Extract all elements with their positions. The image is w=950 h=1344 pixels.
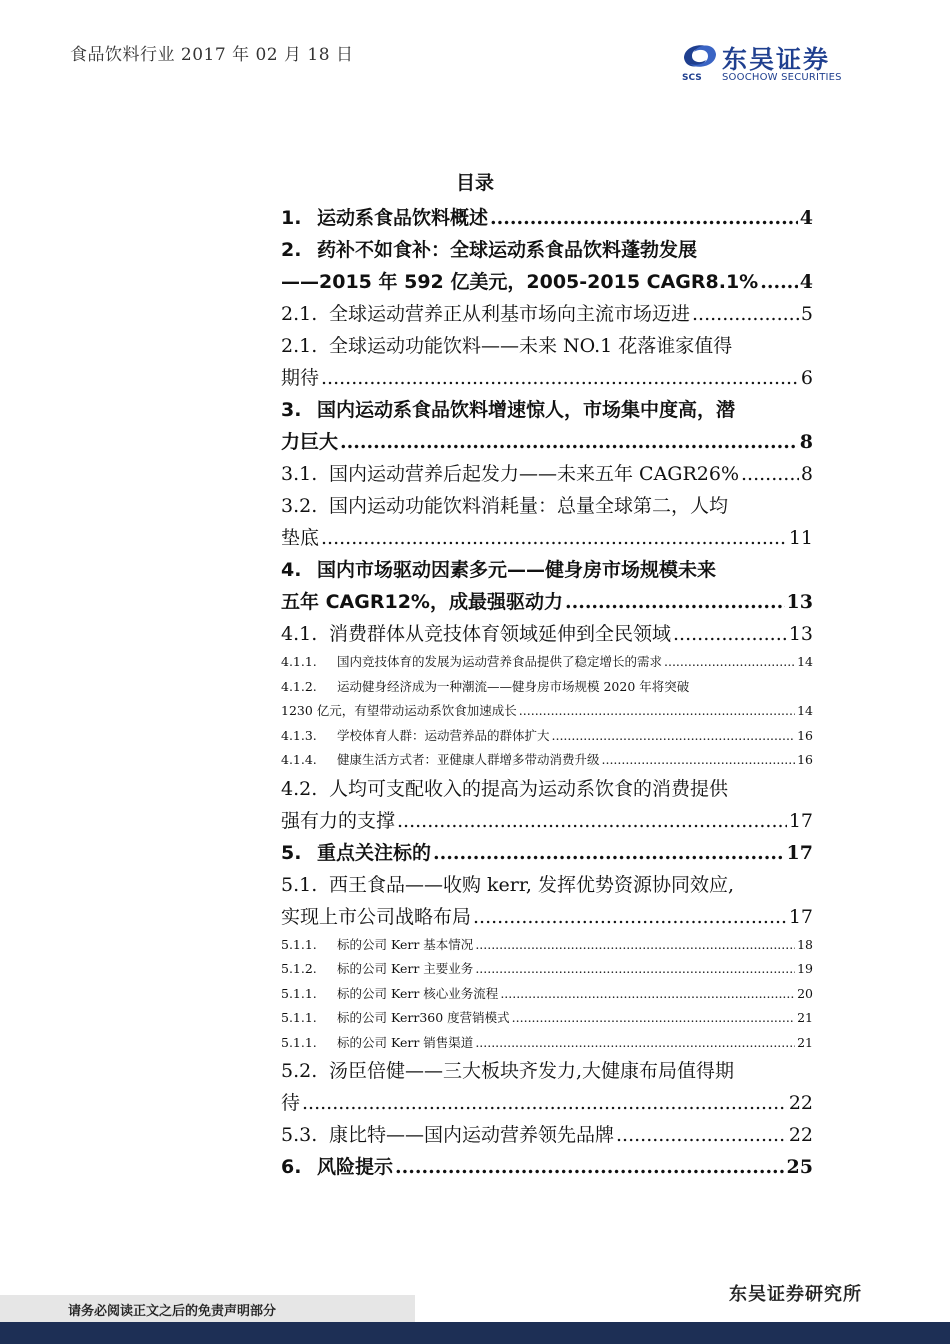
toc-entry[interactable] xyxy=(281,982,813,1007)
toc-entry[interactable] xyxy=(281,773,813,837)
toc-entry-title: 人均可支配收入的提高为运动系饮食的消费提供 xyxy=(329,777,729,800)
toc-dot-leader xyxy=(433,837,785,869)
toc-entry-first-line xyxy=(281,394,813,426)
toc-entry-last-line xyxy=(281,266,813,298)
toc-entry-page: 4 xyxy=(799,271,813,293)
toc-entry-page: 13 xyxy=(786,591,813,613)
toc-dot-leader xyxy=(490,202,798,234)
toc-entry-title: 全球运动功能饮料——未来 NO.1 花落谁家值得 xyxy=(329,335,733,357)
toc-entry-number: 5.2. xyxy=(281,1060,318,1082)
toc-dot-leader xyxy=(475,957,795,982)
toc-entry-number: 4.1. xyxy=(281,623,318,645)
toc-entry-number: 4.1.2. xyxy=(281,678,317,694)
toc-entry-last-line xyxy=(281,805,813,837)
logo-english-name: SOOCHOW SECURITIES xyxy=(722,72,842,83)
toc-entry-page: 16 xyxy=(797,752,813,767)
footer-bar xyxy=(0,1322,950,1344)
toc-entry-heading xyxy=(281,1031,473,1056)
logo-mark-text: SCS xyxy=(682,73,702,83)
toc-entry-line xyxy=(281,202,813,234)
toc-dot-leader xyxy=(519,699,795,724)
toc-entry-heading xyxy=(281,982,498,1007)
header-date: 食品饮料行业 2017 年 02 月 18 日 xyxy=(70,45,354,65)
toc-dot-leader xyxy=(565,586,785,618)
toc-entry-continuation: 力巨大 xyxy=(281,431,339,453)
toc-entry-line xyxy=(281,1119,813,1151)
toc-entry[interactable] xyxy=(281,724,813,749)
toc-entry-number: 3.2. xyxy=(281,495,318,517)
toc-entry-line xyxy=(281,650,813,675)
toc-entry-page: 14 xyxy=(797,654,813,669)
toc-entry-page: 22 xyxy=(788,1124,813,1146)
toc-entry[interactable] xyxy=(281,933,813,958)
toc-entry-continuation: 强有力的支撑 xyxy=(281,809,396,832)
toc-entry-title: 汤臣倍健——三大板块齐发力,大健康布局值得期 xyxy=(329,1060,735,1082)
toc-entry-heading xyxy=(281,618,671,650)
footer-institute: 东吴证券研究所 xyxy=(729,1284,862,1305)
toc-entry[interactable] xyxy=(281,1031,813,1056)
toc-dot-leader xyxy=(321,522,787,554)
toc-entry-continuation: 五年 CAGR12%，成最强驱动力 xyxy=(281,591,563,613)
toc-entry[interactable] xyxy=(281,957,813,982)
toc-entry-heading xyxy=(281,298,690,330)
toc-entry[interactable] xyxy=(281,837,813,869)
footer-disclaimer: 请务必阅读正文之后的免责声明部分 xyxy=(68,1304,277,1319)
toc-entry-page: 16 xyxy=(797,727,813,743)
toc-entry-title: 标的公司 Kerr360 度营销模式 xyxy=(337,1010,510,1025)
toc-entry-line xyxy=(281,1006,813,1031)
toc-entry-number: 2.1. xyxy=(281,335,318,357)
toc-entry-number: 2.1. xyxy=(281,303,318,325)
toc-entry-title: 西王食品——收购 kerr, 发挥优势资源协同效应, xyxy=(329,873,734,896)
toc-entry-first-line xyxy=(281,330,813,362)
toc-dot-leader xyxy=(512,1006,795,1031)
toc-dot-leader xyxy=(473,901,787,933)
toc-entry-last-line xyxy=(281,586,813,618)
toc-entry-page: 6 xyxy=(800,367,813,389)
toc-dot-leader xyxy=(741,458,799,490)
toc-dot-leader xyxy=(673,618,787,650)
toc-entry-title: 标的公司 Kerr 核心业务流程 xyxy=(337,985,499,1001)
toc-entry-line xyxy=(281,982,813,1007)
toc-entry-page: 8 xyxy=(799,431,813,453)
toc-entry-page: 17 xyxy=(786,841,813,864)
toc-entry-number: 5.1.1. xyxy=(281,1010,317,1025)
toc-entry-line xyxy=(281,618,813,650)
logo-chinese-name: 东吴证券 xyxy=(722,45,831,74)
toc-dot-leader xyxy=(475,1031,795,1056)
toc-entry-line xyxy=(281,933,813,958)
toc-dot-leader xyxy=(760,266,798,298)
toc-entry-page: 4 xyxy=(799,207,813,229)
toc-entry-first-line xyxy=(281,773,813,805)
toc-entry-page: 21 xyxy=(797,1034,813,1050)
toc-entry[interactable] xyxy=(281,458,813,490)
toc-entry-heading xyxy=(281,458,739,490)
toc-entry-line xyxy=(281,298,813,330)
toc-entry-number: 2. xyxy=(281,239,302,261)
toc-entry-page: 25 xyxy=(786,1156,813,1178)
toc-entry[interactable] xyxy=(281,869,813,933)
toc-entry-title: 标的公司 Kerr 销售渠道 xyxy=(337,1034,474,1050)
logo-swirl-icon xyxy=(680,40,720,74)
toc-entry-first-line xyxy=(281,1055,813,1087)
toc-entry-title: 运动健身经济成为一种潮流——健身房市场规模 2020 年将突破 xyxy=(337,678,690,694)
toc-entry-continuation: ——2015 年 592 亿美元，2005-2015 CAGR8.1% xyxy=(281,271,759,293)
toc-entry-page: 5 xyxy=(800,303,813,325)
toc-entry-title: 国内市场驱动因素多元——健身房市场规模未来 xyxy=(317,559,717,581)
toc-entry-page: 19 xyxy=(797,961,813,976)
toc-entry-title: 标的公司 Kerr 基本情况 xyxy=(337,936,474,952)
toc-entry-number: 5. xyxy=(281,841,302,864)
toc-entry-line xyxy=(281,1031,813,1056)
toc-entry-number: 4.1.3. xyxy=(281,727,317,743)
toc-entry-number: 5.1.1. xyxy=(281,985,317,1001)
toc-dot-leader xyxy=(340,426,798,458)
toc-entry-page: 22 xyxy=(788,1092,813,1114)
toc-entry-first-line xyxy=(281,234,813,266)
toc-entry-number: 5.1. xyxy=(281,873,318,896)
toc-dot-leader xyxy=(475,933,795,958)
toc-entry[interactable] xyxy=(281,202,813,234)
toc-entry-first-line xyxy=(281,869,813,901)
toc-entry-number: 6. xyxy=(281,1156,302,1178)
toc-entry-first-line xyxy=(281,675,813,700)
toc-entry-heading xyxy=(281,1151,393,1183)
toc-entry-page: 17 xyxy=(788,809,813,832)
toc-entry[interactable] xyxy=(281,675,813,724)
toc-entry-title: 国内运动功能饮料消耗量：总量全球第二，人均 xyxy=(329,495,729,517)
toc-dot-leader xyxy=(692,298,799,330)
toc-entry-continuation: 待 xyxy=(281,1092,301,1114)
toc-entry-title: 标的公司 Kerr 主要业务 xyxy=(337,961,474,976)
toc-entry-last-line xyxy=(281,901,813,933)
toc-dot-leader xyxy=(395,1151,785,1183)
toc-entry-continuation: 实现上市公司战略布局 xyxy=(281,905,472,928)
toc-entry-page: 20 xyxy=(797,985,813,1001)
table-of-contents xyxy=(281,202,813,1183)
toc-entry[interactable] xyxy=(281,1119,813,1151)
toc-entry-heading xyxy=(281,650,662,675)
toc-entry-number: 5.1.1. xyxy=(281,936,317,952)
toc-entry-first-line xyxy=(281,490,813,522)
toc-entry-last-line xyxy=(281,362,813,394)
toc-entry[interactable] xyxy=(281,298,813,330)
toc-entry[interactable] xyxy=(281,1055,813,1119)
toc-entry[interactable] xyxy=(281,394,813,458)
toc-entry-page: 21 xyxy=(797,1010,813,1025)
toc-entry-title: 康比特——国内运动营养领先品牌 xyxy=(329,1124,615,1146)
toc-entry-heading xyxy=(281,1006,510,1031)
toc-dot-leader xyxy=(552,724,796,749)
toc-entry-continuation: 垫底 xyxy=(281,527,320,549)
toc-entry-title: 风险提示 xyxy=(317,1156,394,1178)
toc-dot-leader xyxy=(397,805,787,837)
toc-title: 目录 xyxy=(455,172,494,194)
toc-entry-heading xyxy=(281,933,473,958)
toc-entry[interactable] xyxy=(281,554,813,618)
toc-entry-heading xyxy=(281,724,550,749)
toc-entry-number: 4. xyxy=(281,559,302,581)
toc-entry[interactable] xyxy=(281,490,813,554)
toc-entry-heading xyxy=(281,748,600,773)
toc-entry[interactable] xyxy=(281,234,813,298)
toc-dot-leader xyxy=(500,982,795,1007)
toc-entry-heading xyxy=(281,957,473,982)
toc-entry-title: 国内运动营养后起发力——未来五年 CAGR26% xyxy=(329,463,740,485)
toc-entry-title: 健康生活方式者：亚健康人群增多带动消费升级 xyxy=(337,752,600,767)
toc-entry-heading xyxy=(281,1119,614,1151)
toc-entry-line xyxy=(281,1151,813,1183)
toc-entry[interactable] xyxy=(281,650,813,675)
toc-entry-number: 4.1.4. xyxy=(281,752,317,767)
toc-entry-page: 17 xyxy=(788,905,813,928)
toc-entry-page: 14 xyxy=(797,703,813,718)
toc-entry-last-line xyxy=(281,522,813,554)
toc-entry-title: 重点关注标的 xyxy=(317,841,432,864)
toc-dot-leader xyxy=(664,650,795,675)
toc-entry-line xyxy=(281,837,813,869)
toc-entry-line xyxy=(281,458,813,490)
toc-entry-page: 8 xyxy=(800,463,813,485)
toc-entry-title: 药补不如食补：全球运动系食品饮料蓬勃发展 xyxy=(317,239,698,261)
toc-entry-heading xyxy=(281,202,488,234)
toc-entry-number: 3. xyxy=(281,399,302,421)
toc-entry-title: 学校体育人群：运动营养品的群体扩大 xyxy=(337,727,550,743)
toc-entry-number: 4.2. xyxy=(281,777,318,800)
toc-dot-leader xyxy=(602,748,796,773)
toc-entry-continuation: 1230 亿元，有望带动运动系饮食加速成长 xyxy=(281,703,517,718)
toc-entry-continuation: 期待 xyxy=(281,367,320,389)
toc-entry[interactable] xyxy=(281,1151,813,1183)
toc-entry-heading xyxy=(281,837,431,869)
toc-entry-title: 消费群体从竞技体育领域延伸到全民领域 xyxy=(329,623,672,645)
toc-entry-last-line xyxy=(281,699,813,724)
toc-dot-leader xyxy=(321,362,799,394)
toc-dot-leader xyxy=(302,1087,787,1119)
toc-entry-title: 国内运动系食品饮料增速惊人，市场集中度高，潜 xyxy=(317,399,736,421)
toc-entry-number: 5.1.2. xyxy=(281,961,317,976)
toc-entry-first-line xyxy=(281,554,813,586)
toc-entry-line xyxy=(281,724,813,749)
toc-entry-line xyxy=(281,748,813,773)
toc-entry[interactable] xyxy=(281,748,813,773)
toc-entry-page: 11 xyxy=(788,527,813,549)
toc-entry-number: 1. xyxy=(281,207,302,229)
toc-entry-number: 3.1. xyxy=(281,463,318,485)
brand-logo xyxy=(680,40,880,90)
toc-entry-title: 国内竞技体育的发展为运动营养食品提供了稳定增长的需求 xyxy=(337,654,663,669)
toc-entry-title: 全球运动营养正从利基市场向主流市场迈进 xyxy=(329,303,691,325)
toc-entry-line xyxy=(281,957,813,982)
toc-entry-last-line xyxy=(281,1087,813,1119)
toc-entry[interactable] xyxy=(281,330,813,394)
toc-entry-last-line xyxy=(281,426,813,458)
toc-entry[interactable] xyxy=(281,618,813,650)
toc-entry-page: 18 xyxy=(797,936,813,952)
toc-entry-title: 运动系食品饮料概述 xyxy=(317,207,489,229)
toc-dot-leader xyxy=(616,1119,787,1151)
toc-entry[interactable] xyxy=(281,1006,813,1031)
toc-entry-number: 4.1.1. xyxy=(281,654,317,669)
toc-entry-number: 5.1.1. xyxy=(281,1034,317,1050)
toc-entry-number: 5.3. xyxy=(281,1124,318,1146)
toc-entry-page: 13 xyxy=(788,623,813,645)
